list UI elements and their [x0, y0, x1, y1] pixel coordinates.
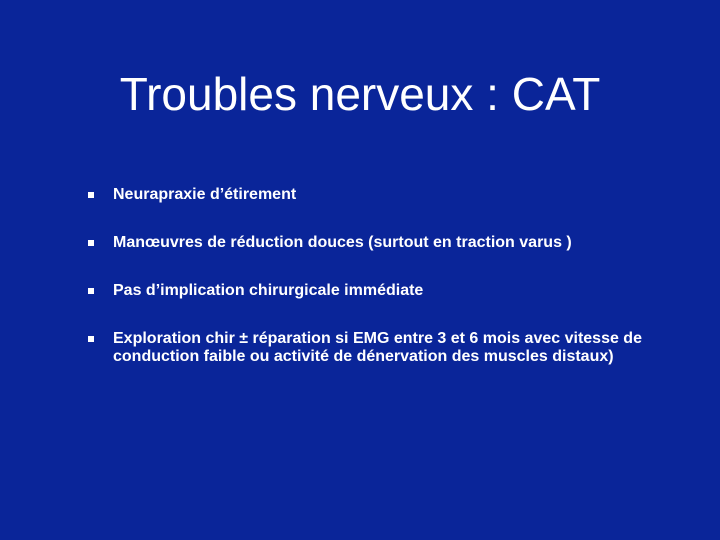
bullet-item [86, 186, 656, 204]
bullet-item [86, 330, 656, 366]
square-bullet-icon [88, 240, 94, 246]
square-bullet-icon [88, 192, 94, 198]
square-bullet-icon [88, 288, 94, 294]
bullet-text: Exploration chir ± réparation si EMG entre 3 et 6 mois avec vitesse de conduction faible ou activité de dénervation des muscles distaux) [113, 330, 642, 365]
bullet-text: Manœuvres de réduction douces (surtout en traction varus ) [113, 234, 572, 251]
bullet-text: Neurapraxie d’étirement [113, 186, 297, 203]
bullet-list [86, 186, 656, 366]
bullet-item [86, 282, 656, 300]
square-bullet-icon [88, 336, 94, 342]
slide-title: Troubles nerveux : CAT [119, 68, 601, 120]
bullet-text: Pas d’implication chirurgicale immédiate [113, 282, 424, 299]
bullet-item [86, 234, 656, 252]
